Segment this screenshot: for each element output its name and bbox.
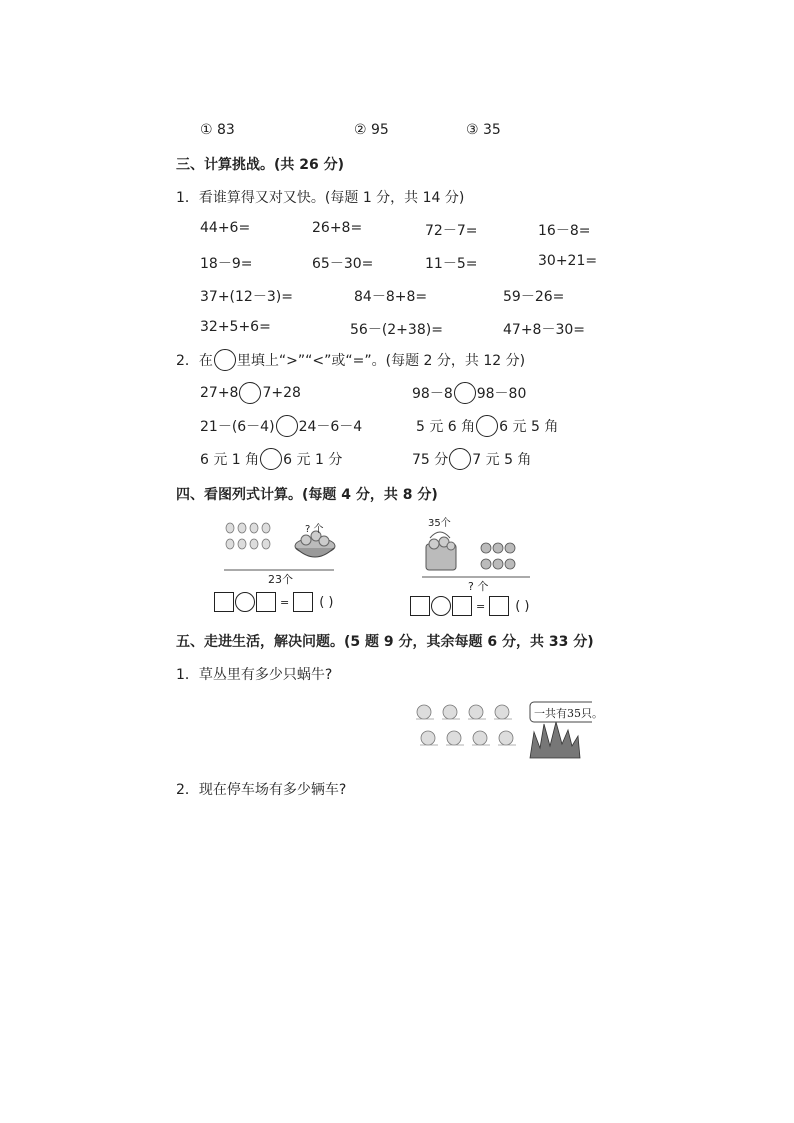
calc-item: 18－9= bbox=[200, 256, 253, 272]
section-4-title: 四、看图列式计算。(每题 4 分，共 8 分) bbox=[176, 487, 438, 503]
compare-item bbox=[200, 382, 301, 404]
q2-title bbox=[176, 349, 525, 371]
q2-title-post: 里填上“>”“<”或“=”。(每题 2 分，共 12 分) bbox=[236, 353, 526, 369]
pic2-equation bbox=[410, 596, 530, 616]
compare-right: 98－80 bbox=[476, 386, 527, 402]
compare-circle-input[interactable] bbox=[260, 448, 282, 470]
calc-item: 11－5= bbox=[425, 256, 478, 272]
compare-right: 24－6－4 bbox=[298, 419, 363, 435]
apple-icon bbox=[481, 543, 515, 569]
compare-circle-input[interactable] bbox=[449, 448, 471, 470]
pic2-question: ? 个 bbox=[468, 580, 489, 593]
pic1-question: ? 个 bbox=[305, 524, 324, 535]
compare-right: 6 元 1 分 bbox=[283, 452, 343, 468]
compare-circle-input[interactable] bbox=[239, 382, 261, 404]
compare-item bbox=[416, 415, 558, 437]
option-2: ② 95 bbox=[354, 122, 389, 138]
pic1-equation bbox=[214, 592, 334, 612]
calc-item: 37+(12－3)= bbox=[200, 289, 293, 305]
snail-icon bbox=[416, 705, 516, 745]
compare-left: 98－8 bbox=[412, 386, 453, 402]
answer-box[interactable] bbox=[489, 596, 509, 616]
compare-circle-input[interactable] bbox=[276, 415, 298, 437]
compare-left: 27+8 bbox=[200, 385, 239, 401]
compare-item bbox=[412, 382, 526, 404]
section-3-title: 三、计算挑战。(共 26 分) bbox=[176, 157, 345, 173]
section-5-title: 五、走进生活，解决问题。(5 题 9 分，其余每题 6 分，共 33 分) bbox=[176, 634, 594, 650]
compare-right: 7+28 bbox=[262, 385, 301, 401]
apple-basket-picture bbox=[418, 524, 538, 584]
calc-item: 72－7= bbox=[425, 223, 478, 239]
unit-paren: ( ) bbox=[515, 598, 530, 614]
pear-icon bbox=[226, 523, 270, 549]
compare-left: 5 元 6 角 bbox=[416, 419, 476, 435]
calc-item: 32+5+6= bbox=[200, 319, 271, 335]
calc-item: 59－26= bbox=[503, 289, 565, 305]
compare-left: 6 元 1 角 bbox=[200, 452, 260, 468]
compare-item bbox=[200, 448, 342, 470]
operator-circle[interactable] bbox=[235, 592, 255, 612]
answer-box[interactable] bbox=[410, 596, 430, 616]
answer-box[interactable] bbox=[214, 592, 234, 612]
unit-paren: ( ) bbox=[319, 594, 334, 610]
equals-sign: = bbox=[280, 595, 290, 609]
calc-item: 56－(2+38)= bbox=[350, 322, 443, 338]
q1-title: 1．看谁算得又对又快。(每题 1 分，共 14 分) bbox=[176, 190, 465, 206]
compare-circle-input[interactable] bbox=[476, 415, 498, 437]
pic2-top: 35个 bbox=[428, 518, 451, 529]
speech-bubble-text: 一共有35只。 bbox=[534, 707, 603, 720]
compare-circle-icon bbox=[214, 349, 236, 371]
basket-icon bbox=[426, 532, 456, 570]
compare-right: 6 元 5 角 bbox=[499, 419, 559, 435]
answer-box[interactable] bbox=[256, 592, 276, 612]
compare-circle-input[interactable] bbox=[454, 382, 476, 404]
operator-circle[interactable] bbox=[431, 596, 451, 616]
calc-item: 30+21= bbox=[538, 253, 598, 269]
pic1-total: 23个 bbox=[268, 573, 293, 586]
calc-item: 16－8= bbox=[538, 223, 591, 239]
grass-icon bbox=[530, 722, 580, 758]
calc-item: 47+8－30= bbox=[503, 322, 585, 338]
calc-item: 26+8= bbox=[312, 220, 363, 236]
option-1: ① 83 bbox=[200, 122, 235, 138]
s5-q2-title: 2．现在停车场有多少辆车? bbox=[176, 782, 347, 798]
calc-item: 44+6= bbox=[200, 220, 251, 236]
equals-sign: = bbox=[476, 599, 486, 613]
answer-box[interactable] bbox=[293, 592, 313, 612]
s5-q1-title: 1．草丛里有多少只蜗牛? bbox=[176, 667, 333, 683]
compare-item bbox=[412, 448, 531, 470]
compare-left: 75 分 bbox=[412, 452, 449, 468]
q2-title-pre: 2．在 bbox=[176, 353, 213, 369]
answer-box[interactable] bbox=[452, 596, 472, 616]
calc-item: 84－8+8= bbox=[354, 289, 428, 305]
compare-right: 7 元 5 角 bbox=[472, 452, 532, 468]
compare-item bbox=[200, 415, 362, 437]
compare-left: 21－(6－4) bbox=[200, 419, 275, 435]
option-3: ③ 35 bbox=[466, 122, 501, 138]
calc-item: 65－30= bbox=[312, 256, 374, 272]
